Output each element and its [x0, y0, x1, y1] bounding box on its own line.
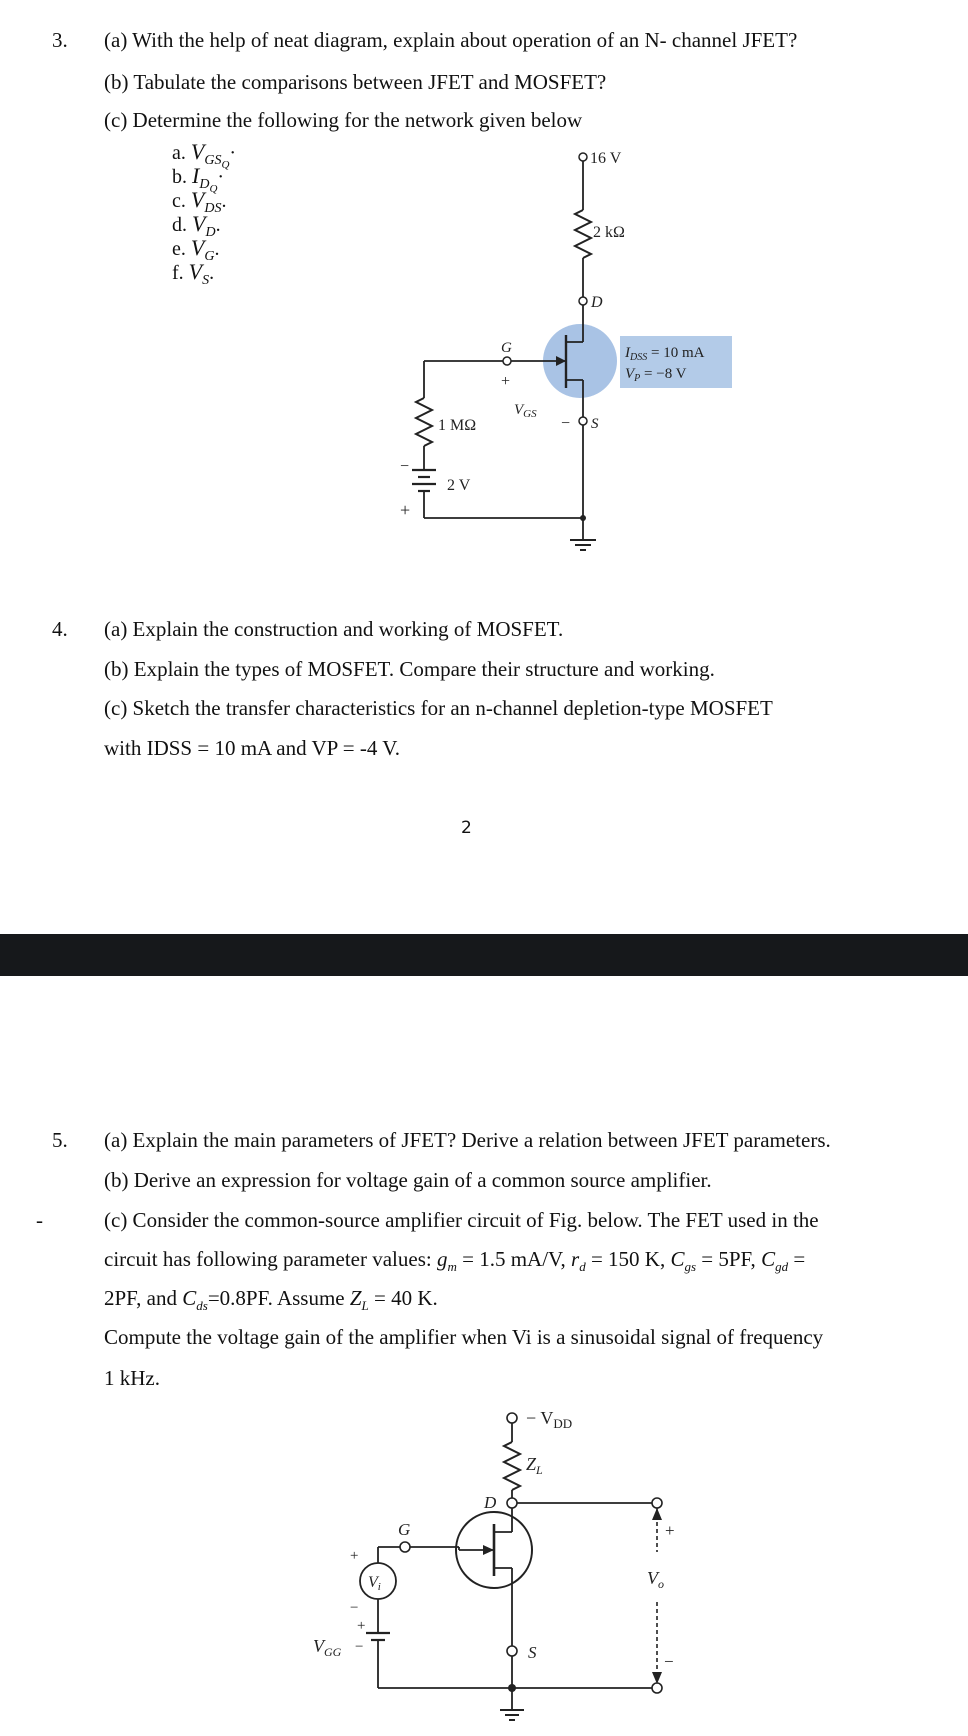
question-5b-text: (b) Derive an expression for voltage gain of a common source amplifier. [104, 1168, 712, 1192]
question-4c-line2: with IDSS = 10 mA and VP = -4 V. [104, 736, 400, 760]
vo-minus-sign: − [664, 1652, 674, 1671]
source-label: S [528, 1643, 537, 1662]
subitem-c: c. $V_{DS}$. [172, 187, 227, 216]
subitem-e: e. $V_G$. [172, 235, 220, 264]
idss-value: $I_{DSS} = 10$ mA [625, 345, 705, 363]
gate-arrow [483, 1545, 494, 1555]
vgs-label: $V_{GS}$ [514, 402, 537, 420]
question-3-number: 3. [52, 28, 68, 52]
question-3b-text: (b) Tabulate the comparisons between JFET and MOSFET? [104, 70, 607, 94]
vi-plus-sign: + [350, 1548, 359, 1564]
question-5c-line2: circuit has following parameter values: $g_m = 1.5$ mA/V, $r_d = 150$ K, $C_{gs} = 5PF$, $C_{gd}$ = [104, 1247, 806, 1275]
gate-terminal [503, 357, 511, 365]
vo-label: $V_o$ [647, 1568, 664, 1591]
vo-plus-sign: + [665, 1521, 675, 1540]
gate-plus-sign: + [501, 373, 511, 390]
source-minus-sign: − [561, 415, 571, 432]
battery-plus-sign: + [400, 500, 411, 520]
drain-resistor-label: 2 kΩ [593, 224, 625, 241]
jfet-bias-circuit [0, 0, 968, 580]
question-5c-line3: 2PF, and $C_{ds}=0.8PF$. Assume $Z_L = 40$ K. [104, 1286, 438, 1314]
source-terminal [579, 417, 587, 425]
vo-arrow-up [652, 1508, 662, 1520]
vdd-terminal [507, 1413, 517, 1423]
question-4c-line1: (c) Sketch the transfer characteristics for an n-channel depletion-type MOSFET [104, 696, 773, 720]
vo-arrow-down [652, 1672, 662, 1684]
drain-label: D [591, 294, 603, 311]
output-terminal-top [652, 1498, 662, 1508]
vi-minus-sign: − [350, 1600, 359, 1616]
source-terminal [507, 1646, 517, 1656]
vp-value: $V_P = -8$ V [625, 366, 687, 384]
question-5-compute-line2: 1 kHz. [104, 1366, 160, 1390]
vdd-label: − $V_{DD}$ [526, 1408, 573, 1431]
gate-terminal [400, 1542, 410, 1552]
supply-terminal [579, 153, 587, 161]
zl-label: $Z_L$ [526, 1454, 543, 1477]
gate-label: G [501, 340, 512, 356]
gate-resistor [416, 398, 432, 446]
question-5a-text: (a) Explain the main parameters of JFET? Derive a relation between JFET parameters. [104, 1128, 831, 1152]
question-4b-text: (b) Explain the types of MOSFET. Compare their structure and working. [104, 657, 715, 681]
question-4-number: 4. [52, 617, 68, 641]
subitem-a: a. $V_{GS_Q}\cdot$ [172, 139, 237, 171]
load-impedance [504, 1442, 520, 1490]
source-label: S [591, 416, 599, 432]
question-3c-text: (c) Determine the following for the network given below [104, 108, 583, 132]
question-5-number: 5. [52, 1128, 68, 1152]
gate-label: G [398, 1520, 411, 1539]
battery-minus-sign: − [400, 458, 410, 475]
common-source-amplifier-circuit [0, 1380, 968, 1736]
supply-label: 16 V [590, 150, 622, 167]
question-3a-text: (a) With the help of neat diagram, explain about operation of an N- channel JFET? [104, 28, 798, 52]
vgg-label: $V_{GG}$ [313, 1636, 342, 1659]
question-5-compute-line1: Compute the voltage gain of the amplifier when Vi is a sinusoidal signal of frequency [104, 1325, 824, 1349]
page-number: 2 [461, 818, 472, 838]
battery-label: 2 V [447, 477, 471, 494]
vi-label: Vi [368, 1574, 381, 1593]
drain-terminal [507, 1498, 517, 1508]
subitem-f: f. $V_S$. [172, 259, 215, 288]
question-5c-line1: (c) Consider the common-source amplifier circuit of Fig. below. The FET used in the [104, 1208, 819, 1232]
vgg-plus-sign: + [357, 1618, 366, 1634]
drain-terminal [579, 297, 587, 305]
margin-dash: - [36, 1208, 43, 1232]
drain-resistor [575, 210, 591, 258]
subitem-b: b. $I_{D_Q}\cdot$ [172, 163, 225, 195]
gate-resistor-label: 1 MΩ [438, 417, 477, 434]
drain-label: D [484, 1493, 497, 1512]
page-separator-bar [0, 934, 968, 976]
vgg-minus-sign: − [355, 1639, 364, 1655]
subitem-d: d. $V_D$. [172, 211, 221, 240]
question-4a-text: (a) Explain the construction and working of MOSFET. [104, 617, 564, 641]
output-terminal-bottom [652, 1683, 662, 1693]
